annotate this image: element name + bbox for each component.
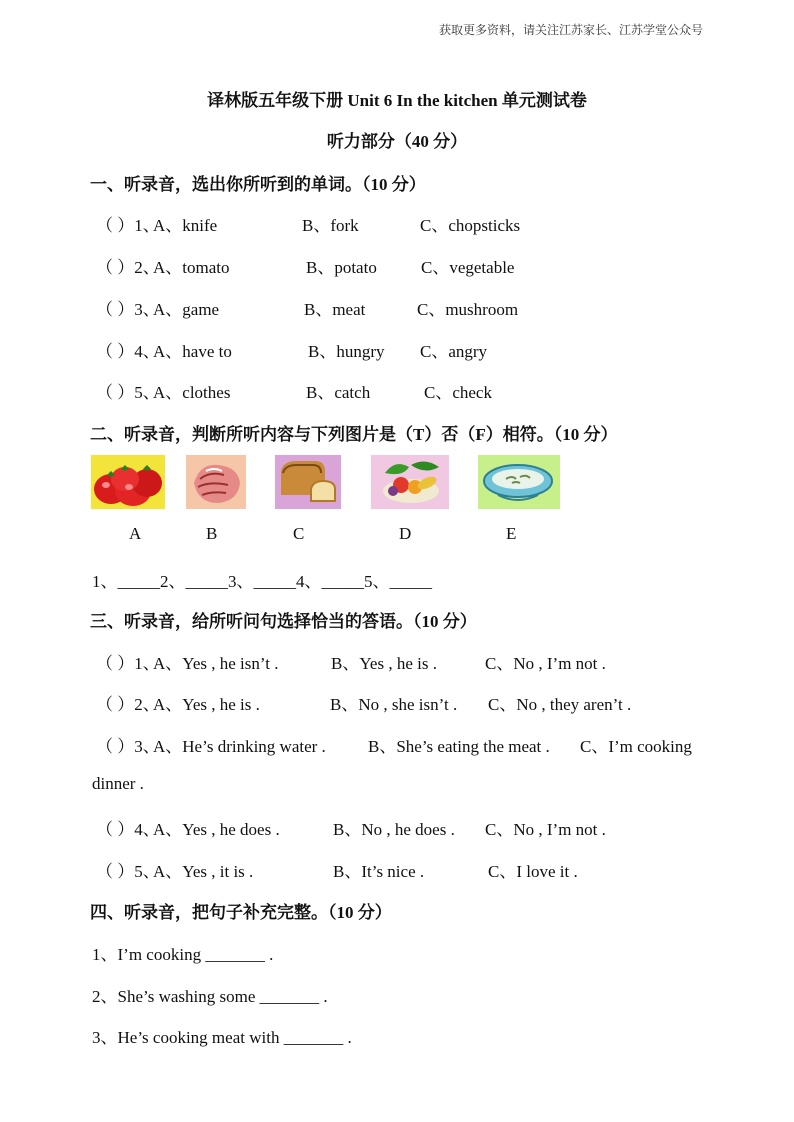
item-number: （ ）3、: [96, 737, 160, 756]
section2-heading: 二、听录音，判断所听内容与下列图片是（T）否（F）相符。（10 分）: [90, 425, 618, 444]
fill-in-sentence[interactable]: 2、She’s washing some _______ .: [92, 987, 328, 1006]
option-c: C、No , I’m not .: [485, 654, 606, 673]
section3-heading: 三、听录音，给所听问句选择恰当的答语。（10 分）: [90, 612, 477, 631]
tomatoes-icon: [91, 455, 165, 509]
soup-bowl-icon: [478, 455, 560, 509]
option-c: C、I’m cooking: [580, 737, 692, 756]
option-a: A、Yes , he is .: [153, 695, 260, 714]
option-b: B、It’s nice .: [333, 862, 425, 881]
option-a: A、clothes: [153, 383, 231, 402]
option-b: B、catch: [306, 383, 371, 402]
bread-icon: [275, 455, 341, 509]
option-c: C、No , they aren’t .: [488, 695, 632, 714]
option-b: B、No , she isn’t .: [330, 695, 458, 714]
picture-label: D: [399, 524, 412, 543]
item-number: （ ）2、: [96, 695, 160, 714]
header-note: 获取更多资料，请关注江苏家长、江苏学堂公众号: [439, 23, 704, 37]
option-b: B、hungry: [308, 342, 385, 361]
item-number: （ ）2、: [96, 258, 160, 277]
option-c: C、check: [424, 383, 492, 402]
item-number: （ ）1、: [96, 654, 160, 673]
meat-icon: [186, 455, 246, 509]
page-title: 译林版五年级下册 Unit 6 In the kitchen 单元测试卷: [207, 91, 587, 110]
picture-label: A: [129, 524, 142, 543]
option-c: C、vegetable: [421, 258, 515, 277]
option-a: A、tomato: [153, 258, 230, 277]
vegetables-icon: [371, 455, 449, 509]
picture-label: B: [206, 524, 218, 543]
section4-heading: 四、听录音，把句子补充完整。（10 分）: [90, 903, 392, 922]
option-c: C、I love it .: [488, 862, 578, 881]
option-c: C、No , I’m not .: [485, 820, 606, 839]
page-subtitle: 听力部分（40 分）: [326, 132, 468, 151]
fill-in-sentence[interactable]: 1、I’m cooking _______ .: [92, 945, 274, 964]
option-c-continuation: dinner .: [92, 774, 144, 793]
option-c: C、chopsticks: [420, 216, 521, 235]
option-a: A、Yes , he does .: [153, 820, 280, 839]
item-number: （ ）5、: [96, 383, 160, 402]
item-number: （ ）5、: [96, 862, 160, 881]
option-c: C、angry: [420, 342, 488, 361]
option-b: B、No , he does .: [333, 820, 455, 839]
answer-blanks[interactable]: 1、_____2、_____3、_____4、_____5、_____: [92, 572, 432, 591]
picture-label: E: [506, 524, 517, 543]
option-a: A、Yes , it is .: [153, 862, 254, 881]
fill-in-sentence[interactable]: 3、He’s cooking meat with _______ .: [92, 1028, 352, 1047]
option-c: C、mushroom: [417, 300, 519, 319]
option-b: B、fork: [302, 216, 359, 235]
item-number: （ ）3、: [96, 300, 160, 319]
section1-heading: 一、听录音，选出你所听到的单词。（10 分）: [90, 175, 426, 194]
option-b: B、She’s eating the meat .: [368, 737, 550, 756]
option-a: A、Yes , he isn’t .: [153, 654, 279, 673]
option-a: A、game: [153, 300, 220, 319]
item-number: （ ）4、: [96, 342, 160, 361]
option-a: A、knife: [153, 216, 218, 235]
option-b: B、meat: [304, 300, 366, 319]
item-number: （ ）1、: [96, 216, 160, 235]
item-number: （ ）4、: [96, 820, 160, 839]
picture-label: C: [293, 524, 305, 543]
option-b: B、potato: [306, 258, 377, 277]
option-a: A、have to: [153, 342, 232, 361]
option-b: B、Yes , he is .: [331, 654, 437, 673]
option-a: A、He’s drinking water .: [153, 737, 326, 756]
